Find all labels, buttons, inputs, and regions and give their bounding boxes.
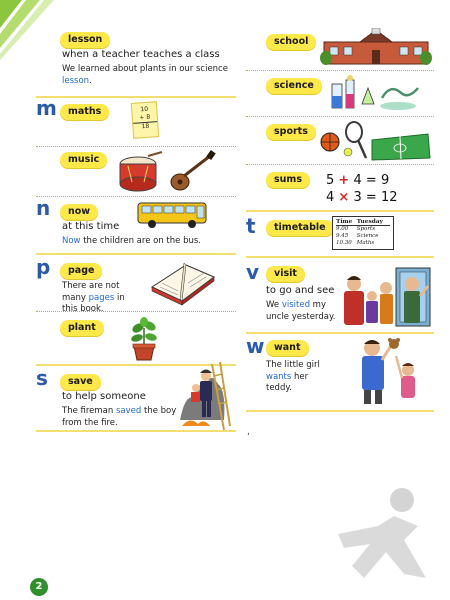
entry-visit (246, 260, 434, 332)
family-visit-image (340, 266, 432, 328)
word-pill: save (60, 374, 101, 390)
alphabet-letter: t (246, 214, 256, 238)
sum-card-image (131, 101, 159, 139)
divider (36, 196, 236, 197)
word-pill: maths (60, 104, 109, 120)
example-sentence (266, 360, 336, 395)
word-pill: visit (266, 266, 305, 282)
entry-science (246, 72, 434, 118)
alphabet-letter: n (36, 196, 51, 220)
definition: to help someone (62, 391, 146, 402)
equation-addition: 5 + 4 = 9 (326, 173, 390, 188)
divider (246, 70, 434, 71)
timetable-row: 9.00 Sports (336, 226, 376, 232)
alphabet-letter: m (36, 96, 57, 120)
definition: when a teacher teaches a class (62, 49, 220, 60)
entry-sums (246, 166, 434, 212)
word-pill: sums (266, 172, 310, 188)
entry-music (36, 148, 236, 198)
entry-want (246, 334, 434, 412)
card-mid-number: + 8 (133, 113, 158, 124)
sentence-text: We (266, 300, 282, 310)
word-pill: sports (266, 124, 316, 140)
timetable-image (332, 216, 394, 250)
divider (246, 116, 434, 117)
divider (36, 146, 236, 147)
entry-plant (36, 314, 236, 366)
alphabet-letter: p (36, 255, 51, 279)
entry-now (36, 198, 236, 255)
divider (246, 410, 434, 412)
timetable-header: Tuesday (357, 219, 390, 226)
science-equipment-image (328, 74, 428, 114)
highlighted-word: lesson (62, 75, 90, 86)
sentence-text: There are not many (62, 281, 120, 303)
divider (36, 430, 236, 432)
fireman-rescue-image (176, 360, 232, 432)
card-top-number: 10 (140, 105, 149, 114)
entry-sports (246, 118, 434, 166)
sums-equations (326, 172, 397, 206)
word-pill: page (60, 263, 102, 279)
word-pill: plant (60, 320, 104, 336)
definition: at this time (62, 221, 120, 232)
divider (36, 311, 236, 312)
watermark-figure-logo (334, 482, 434, 586)
word-pill: music (60, 152, 107, 168)
word-pill: school (266, 34, 316, 50)
highlighted-word: pages (88, 292, 115, 303)
highlighted-word: saved (115, 406, 142, 416)
timetable-row: 10.30 Maths (336, 240, 375, 246)
example-sentence (62, 236, 232, 248)
alphabet-letter: s (36, 366, 48, 390)
divider (246, 256, 434, 258)
example-sentence (266, 300, 336, 323)
drum-guitar-image (118, 150, 228, 194)
school-bus-image (136, 200, 210, 230)
potted-plant-image (128, 316, 160, 362)
sports-equipment-image (316, 118, 432, 162)
page-number-badge: 2 (30, 578, 48, 596)
word-pill: timetable (266, 220, 334, 236)
equation-multiplication: 4 × 3 = 12 (326, 190, 398, 205)
definition: to go and see (266, 285, 335, 296)
card-result-number: 18 (141, 122, 150, 131)
girl-wants-teddy-image (342, 336, 428, 406)
sentence-text: The fireman (62, 406, 116, 416)
entry-timetable (246, 212, 434, 258)
entry-save (36, 368, 236, 438)
open-book-image (148, 257, 218, 309)
sentence-text: the boy from the fire. (62, 406, 177, 428)
stray-mark: ʻ (247, 432, 251, 443)
sentence-text: my uncle yesterday. (266, 300, 336, 322)
timetable-header: Time (336, 219, 357, 226)
word-pill: now (60, 204, 98, 220)
entry-lesson (36, 28, 236, 98)
sentence-text: her teddy. (266, 371, 309, 393)
word-pill: want (266, 340, 309, 356)
sentence-text: . (89, 75, 92, 86)
sentence-text: The little girl (266, 360, 320, 370)
sentence-text: We learned about plants in our science (62, 64, 228, 74)
word-pill: lesson (60, 32, 110, 48)
example-sentence (62, 64, 234, 87)
school-building-image (320, 28, 432, 68)
sentence-text: the children are on the bus. (80, 236, 201, 246)
entry-school (246, 28, 434, 72)
highlighted-word: Now (62, 236, 81, 246)
highlighted-word: visited (281, 300, 310, 310)
alphabet-letter: w (246, 334, 265, 358)
entry-maths (36, 98, 236, 148)
divider (36, 253, 236, 255)
highlighted-word: wants (266, 371, 292, 382)
example-sentence (62, 406, 180, 429)
divider (246, 164, 434, 165)
word-pill: science (266, 78, 322, 94)
entry-page (36, 257, 236, 314)
timetable-row: 9.45 Science (336, 233, 379, 239)
sentence-text: in this book. (62, 292, 125, 314)
alphabet-letter: v (246, 260, 260, 284)
